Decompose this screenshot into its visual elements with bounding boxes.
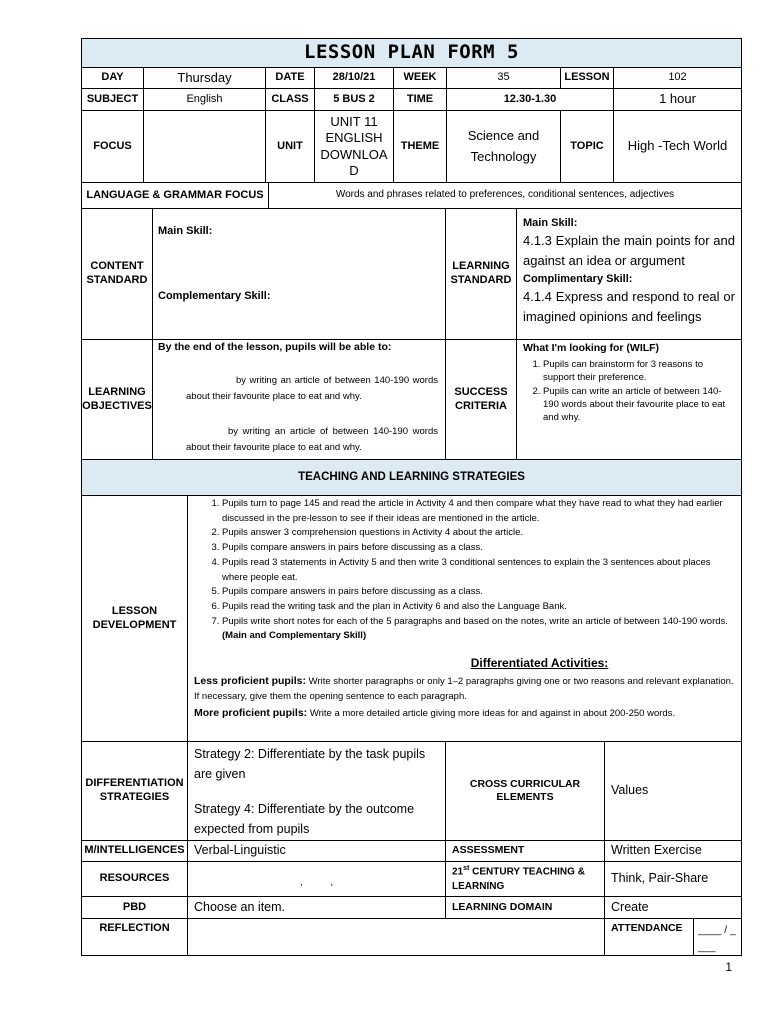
language-focus-value: Words and phrases related to preferences, conditional sentences, adjectives xyxy=(268,182,742,209)
lesson-step: 5. Pupils compare answers in pairs before discussing as a class. xyxy=(222,585,735,600)
week-label: WEEK xyxy=(393,67,447,89)
ls-complementary-label: Complimentary Skill: xyxy=(523,272,633,285)
c21-sup: st xyxy=(463,865,470,872)
lesson-development-box xyxy=(187,495,742,742)
lesson-step-7-text: Pupils write short notes for each of the 5 paragraphs and based on the notes, write an article of between 140-190 words. xyxy=(222,615,728,627)
subject-label: SUBJECT xyxy=(81,88,144,111)
lesson-steps xyxy=(194,497,735,644)
reflection-value[interactable] xyxy=(187,918,605,956)
strategy-4: Strategy 4: Differentiate by the outcome expected from pupils xyxy=(194,802,415,836)
class-label: CLASS xyxy=(265,88,315,111)
duration-value: 1 hour xyxy=(613,88,742,111)
more-proficient-text: Write a more detailed article giving more ideas for and against in about 200-250 words. xyxy=(309,707,676,719)
resources-label: RESOURCES xyxy=(81,861,188,897)
content-main-skill-label: Main Skill: xyxy=(158,225,213,237)
objectives-intro: By the end of the lesson, pupils will be able to: xyxy=(158,341,392,353)
success-item: 2. Pupils can write an article of between 140-190 words about their favourite place to eat and why. xyxy=(543,385,735,425)
domain-label: LEARNING DOMAIN xyxy=(445,896,605,919)
lesson-step: 3. Pupils compare answers in pairs before discussing as a class. xyxy=(222,541,735,556)
date-label: DATE xyxy=(265,67,315,89)
topic-label: TOPIC xyxy=(560,110,614,183)
pbd-select[interactable]: Choose an item. xyxy=(187,896,446,919)
time-label: TIME xyxy=(393,88,447,111)
cce-label: CROSS CURRICULAR ELEMENTS xyxy=(445,741,605,841)
focus-value xyxy=(143,110,266,183)
mi-label: M/INTELLIGENCES xyxy=(81,840,188,862)
lesson-development-label: LESSON DEVELOPMENT xyxy=(81,495,188,742)
attendance-label: ATTENDANCE xyxy=(604,918,694,956)
ls-main-text: 4.1.3 Explain the main points for and against an idea or argument xyxy=(523,232,735,268)
resources-value: , , xyxy=(187,861,446,897)
cce-value: Values xyxy=(604,741,742,841)
objectives-label: LEARNING OBJECTIVES xyxy=(81,339,153,460)
objective-1: by writing an article of between 140-190 words about their favourite place to eat and why. xyxy=(186,375,438,403)
day-label: DAY xyxy=(81,67,144,89)
time-value: 12.30-1.30 xyxy=(446,88,614,111)
learning-standard-box xyxy=(516,208,742,340)
success-list xyxy=(523,358,735,424)
unit-value: UNIT 11 ENGLISH DOWNLOA D xyxy=(314,110,394,183)
lesson-step xyxy=(222,615,735,644)
learning-standard-label: LEARNING STANDARD xyxy=(445,208,517,340)
strategies-header: TEACHING AND LEARNING STRATEGIES xyxy=(81,459,742,496)
class-value: 5 BUS 2 xyxy=(314,88,394,111)
c21-label-a: 21 xyxy=(452,866,464,878)
page-number: 1 xyxy=(725,960,732,974)
focus-label: FOCUS xyxy=(81,110,144,183)
lesson-step: 2. Pupils answer 3 comprehension questions in Activity 4 about the article. xyxy=(222,526,735,541)
lesson-step: 4. Pupils read 3 statements in Activity 5 and then write 3 conditional sentences to explain the 3 sentences about places where people eat. xyxy=(222,556,735,585)
domain-value: Create xyxy=(604,896,742,919)
less-proficient-text: Write shorter paragraphs or only 1–2 paragraphs giving one or two reasons and relevant explanation. If necessary, give them the opening sentence to each paragraph. xyxy=(194,676,734,702)
less-proficient-label: Less proficient pupils: xyxy=(194,675,307,688)
differentiated-title: Differentiated Activities: xyxy=(470,656,609,671)
success-box xyxy=(516,339,742,460)
wilf-label: What I'm looking for (WILF) xyxy=(523,342,660,354)
more-proficient-label: More proficient pupils: xyxy=(194,706,308,719)
language-focus-label: LANGUAGE & GRAMMAR FOCUS xyxy=(81,182,269,209)
topic-value: High -Tech World xyxy=(613,110,742,183)
week-value: 35 xyxy=(446,67,561,89)
c21-value: Think, Pair-Share xyxy=(604,861,742,897)
strategy-2: Strategy 2: Differentiate by the task pupils are given xyxy=(194,747,426,781)
success-item: 1. Pupils can brainstorm for 3 reasons to support their preference. xyxy=(543,358,735,385)
lesson-step: 6. Pupils read the writing task and the plan in Activity 6 and also the Language Bank. xyxy=(222,600,735,615)
day-value: Thursday xyxy=(143,67,266,89)
lesson-value: 102 xyxy=(613,67,742,89)
theme-value: Science and Technology xyxy=(446,110,561,183)
differentiation-label: DIFFERENTIATION STRATEGIES xyxy=(81,741,188,841)
lesson-step-7-bold: (Main and Complementary Skill) xyxy=(222,630,367,642)
c21-label-b: CENTURY TEACHING & LEARNING xyxy=(452,866,585,893)
content-standard-label: CONTENT STANDARD xyxy=(81,208,153,340)
date-value: 28/10/21 xyxy=(314,67,394,89)
assessment-label: ASSESSMENT xyxy=(445,840,605,862)
subject-value: English xyxy=(143,88,266,111)
reflection-label: REFLECTION xyxy=(81,918,188,956)
assessment-value: Written Exercise xyxy=(604,840,742,862)
ls-main-label: Main Skill: xyxy=(523,217,578,229)
success-label: SUCCESS CRITERIA xyxy=(445,339,517,460)
c21-label xyxy=(445,861,605,897)
objective-2: by writing an article of between 140-190 words about their favourite place to eat and why. xyxy=(186,426,438,454)
more-proficient xyxy=(194,705,675,722)
unit-label: UNIT xyxy=(265,110,315,183)
form-title: LESSON PLAN FORM 5 xyxy=(81,38,742,68)
attendance-value[interactable]: ____ / ____ xyxy=(693,918,742,956)
differentiation-box xyxy=(187,741,446,841)
lesson-step: 1. Pupils turn to page 145 and read the article in Activity 4 and then compare what they have read to what they had earlier discussed in the pre-lesson to see if their ideas are mentioned in the article. xyxy=(222,497,735,526)
mi-value: Verbal-Linguistic xyxy=(187,840,446,862)
content-complementary-label: Complementary Skill: xyxy=(158,290,271,302)
theme-label: THEME xyxy=(393,110,447,183)
lesson-label: LESSON xyxy=(560,67,614,89)
less-proficient xyxy=(194,673,735,704)
pbd-label: PBD xyxy=(81,896,188,919)
ls-complementary-text: 4.1.4 Express and respond to real or imagined opinions and feelings xyxy=(523,288,735,324)
